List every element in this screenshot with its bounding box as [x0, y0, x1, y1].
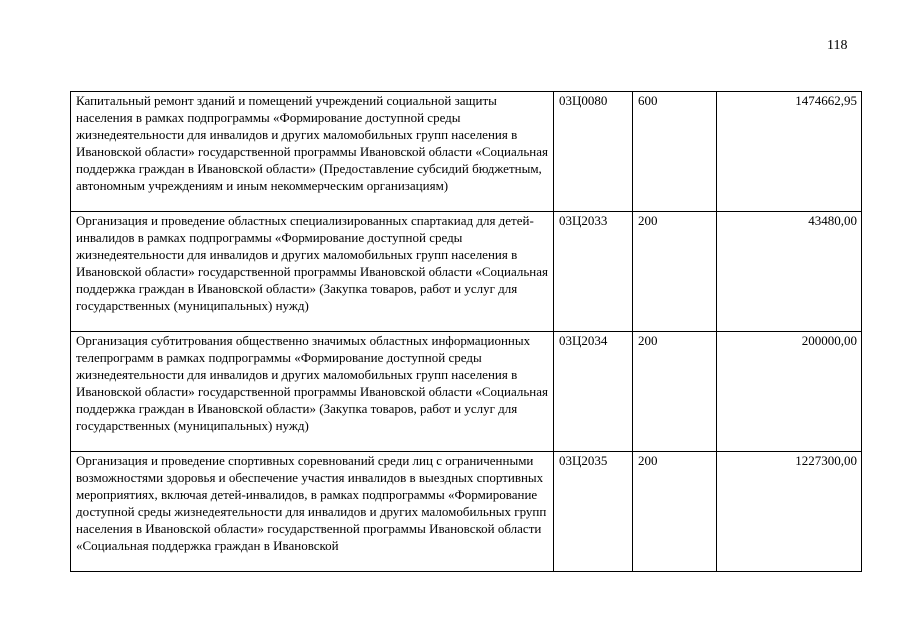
- row-description: Организация и проведение областных специализированных спартакиад для детей-инвалидов в рамках подпрограммы «Формирование доступной среды жизнедеятельности для инвалидов и других маломобильных групп населения в Ивановской области» государственной программы Ивановской области «Социальная поддержка граждан в Ивановской области» (Закупка товаров, работ и услуг для государственных (муниципальных) нужд): [71, 212, 554, 332]
- row-target-code: 03Ц0080: [554, 92, 633, 212]
- row-amount: 43480,00: [717, 212, 862, 332]
- row-expense-type: 200: [633, 452, 717, 572]
- row-expense-type: 600: [633, 92, 717, 212]
- row-description: Организация субтитрования общественно значимых областных информационных телепрограмм в рамках подпрограммы «Формирование доступной среды жизнедеятельности для инвалидов и других маломобильных групп населения в Ивановской области» государственной программы Ивановской области «Социальная поддержка граждан в Ивановской области» (Закупка товаров, работ и услуг для государственных (муниципальных) нужд): [71, 332, 554, 452]
- budget-table: [70, 91, 862, 572]
- page-number: 118: [827, 38, 848, 53]
- table-row: [71, 452, 862, 572]
- row-target-code: 03Ц2034: [554, 332, 633, 452]
- table-row: [71, 332, 862, 452]
- table-row: [71, 212, 862, 332]
- row-amount: 1474662,95: [717, 92, 862, 212]
- row-target-code: 03Ц2035: [554, 452, 633, 572]
- row-amount: 1227300,00: [717, 452, 862, 572]
- row-amount: 200000,00: [717, 332, 862, 452]
- row-target-code: 03Ц2033: [554, 212, 633, 332]
- row-description: Капитальный ремонт зданий и помещений учреждений социальной защиты населения в рамках подпрограммы «Формирование доступной среды жизнедеятельности для инвалидов и других маломобильных групп населения в Ивановской области» государственной программы Ивановской области «Социальная поддержка граждан в Ивановской области» (Предоставление субсидий бюджетным, автономным учреждениям и иным некоммерческим организациям): [71, 92, 554, 212]
- table-row: [71, 92, 862, 212]
- row-expense-type: 200: [633, 212, 717, 332]
- row-expense-type: 200: [633, 332, 717, 452]
- row-description: Организация и проведение спортивных соревнований среди лиц с ограниченными возможностями здоровья и обеспечение участия инвалидов в выездных спортивных мероприятиях, включая детей-инвалидов, в рамках подпрограммы «Формирование доступной среды жизнедеятельности для инвалидов и других маломобильных групп населения в Ивановской области» государственной программы Ивановской области «Социальная поддержка граждан в Ивановской: [71, 452, 554, 572]
